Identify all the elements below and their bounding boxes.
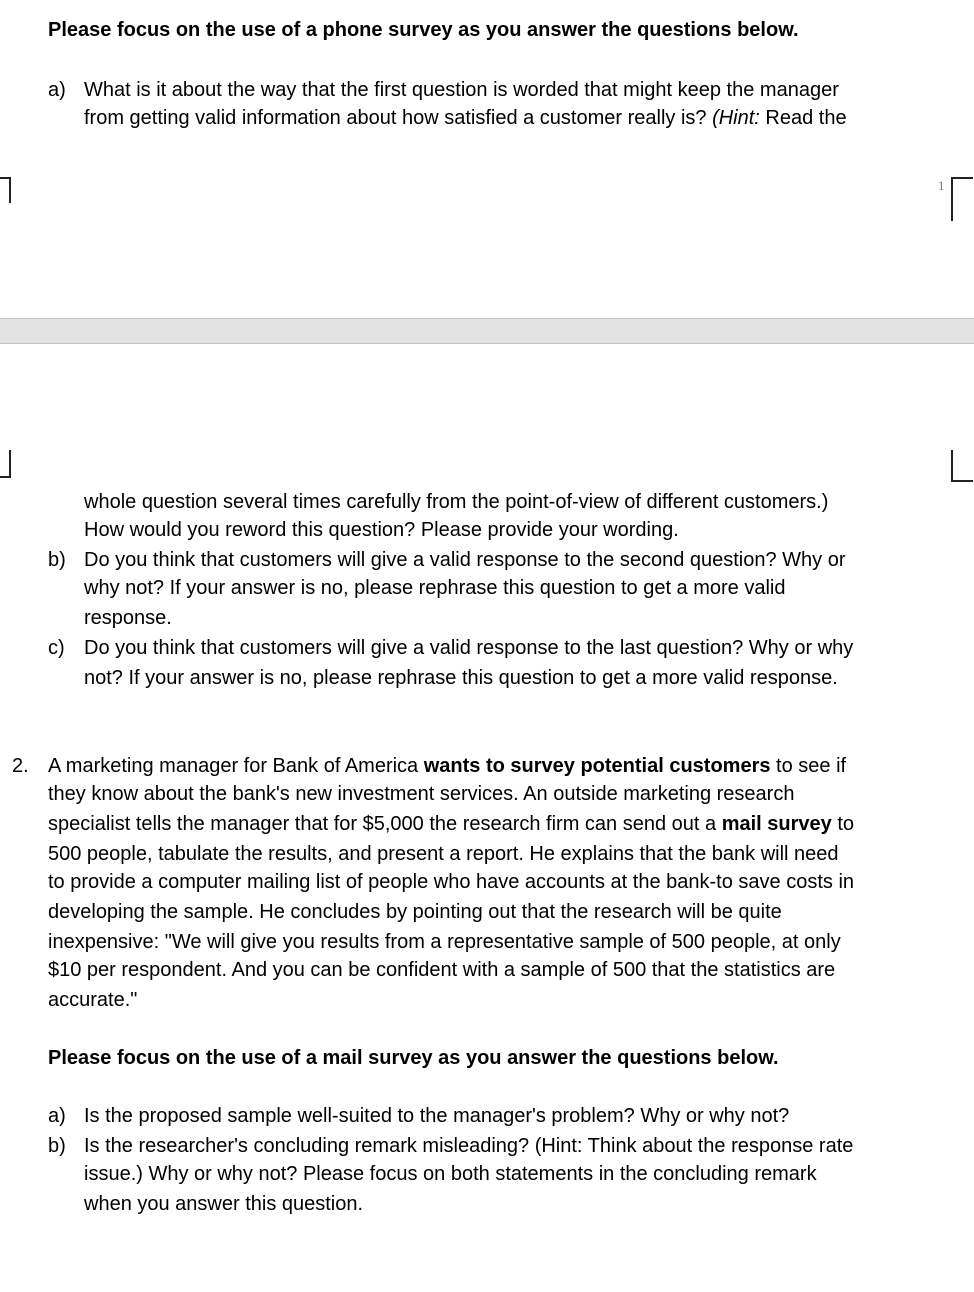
item-number-2: 2. [12, 755, 29, 777]
page-break-gap [0, 318, 974, 344]
item2-line-5: to provide a computer mailing list of people who have accounts at the bank-to save costs in [48, 871, 855, 893]
question-2b-line-3: when you answer this question. [84, 1193, 364, 1215]
question-b-line-1: Do you think that customers will give a valid response to the second question? Why or [84, 549, 846, 571]
item2-line-7: inexpensive: "We will give you results from a representative sample of 500 people, at only [48, 931, 841, 953]
item2-line-1-c: to see if [770, 755, 847, 777]
item2-line-4: 500 people, tabulate the results, and present a report. He explains that the bank will need [48, 843, 839, 865]
question-2b-line-2: issue.) Why or why not? Please focus on both statements in the concluding remark [84, 1163, 817, 1185]
item2-line-3-a: specialist tells the manager that for $5,000 the research firm can send out a [48, 813, 722, 835]
item2-line-3-c: to [831, 813, 855, 835]
crop-mark-bottom-left [0, 450, 11, 478]
item2-line-3 [48, 810, 854, 838]
question-a-cont-line-2: How would you reword this question? Please provide your wording. [84, 519, 679, 541]
item2-line-9: accurate." [48, 989, 138, 1011]
focus-heading-phone-survey: Please focus on the use of a phone survey as you answer the questions below. [48, 19, 799, 41]
question-c-line-2: not? If your answer is no, please rephrase this question to get a more valid response. [84, 667, 838, 689]
crop-mark-top-right [951, 177, 973, 221]
item2-line-6: developing the sample. He concludes by pointing out that the research will be quite [48, 901, 782, 923]
list-marker-2a: a) [48, 1105, 66, 1127]
crop-mark-top-left [0, 177, 11, 203]
question-2b-line-1: Is the researcher's concluding remark misleading? (Hint: Think about the response rate [84, 1135, 854, 1157]
item2-line-2: they know about the bank's new investment services. An outside marketing research [48, 783, 795, 805]
question-a-line-1: What is it about the way that the first question is worded that might keep the manager [84, 79, 839, 101]
crop-mark-bottom-right [951, 450, 973, 482]
page-number: 1 [938, 178, 945, 193]
item2-line-8: $10 per respondent. And you can be confident with a sample of 500 that the statistics are [48, 959, 836, 981]
item2-line-1-a: A marketing manager for Bank of America [48, 755, 424, 777]
list-marker-a: a) [48, 79, 66, 101]
question-a-line-2 [84, 104, 847, 132]
item2-line-1 [48, 752, 846, 780]
list-marker-b: b) [48, 549, 66, 571]
question-b-line-3: response. [84, 607, 172, 629]
list-marker-2b: b) [48, 1135, 66, 1157]
hint-label: (Hint: [712, 107, 760, 129]
question-a-cont-line-1: whole question several times carefully from the point-of-view of different customers.) [84, 491, 829, 513]
question-2a-line-1: Is the proposed sample well-suited to the manager's problem? Why or why not? [84, 1105, 790, 1127]
question-b-line-2: why not? If your answer is no, please rephrase this question to get a more valid [84, 577, 786, 599]
list-marker-c: c) [48, 637, 65, 659]
question-a-line-2-tail: Read the [759, 107, 847, 129]
item2-emphasis-mail-survey: mail survey [721, 813, 832, 835]
item2-emphasis-survey: wants to survey potential customers [423, 755, 771, 777]
question-c-line-1: Do you think that customers will give a valid response to the last question? Why or why [84, 637, 854, 659]
question-a-line-2-text: from getting valid information about how satisfied a customer really is? [84, 107, 713, 129]
focus-heading-mail-survey: Please focus on the use of a mail survey as you answer the questions below. [48, 1047, 779, 1069]
